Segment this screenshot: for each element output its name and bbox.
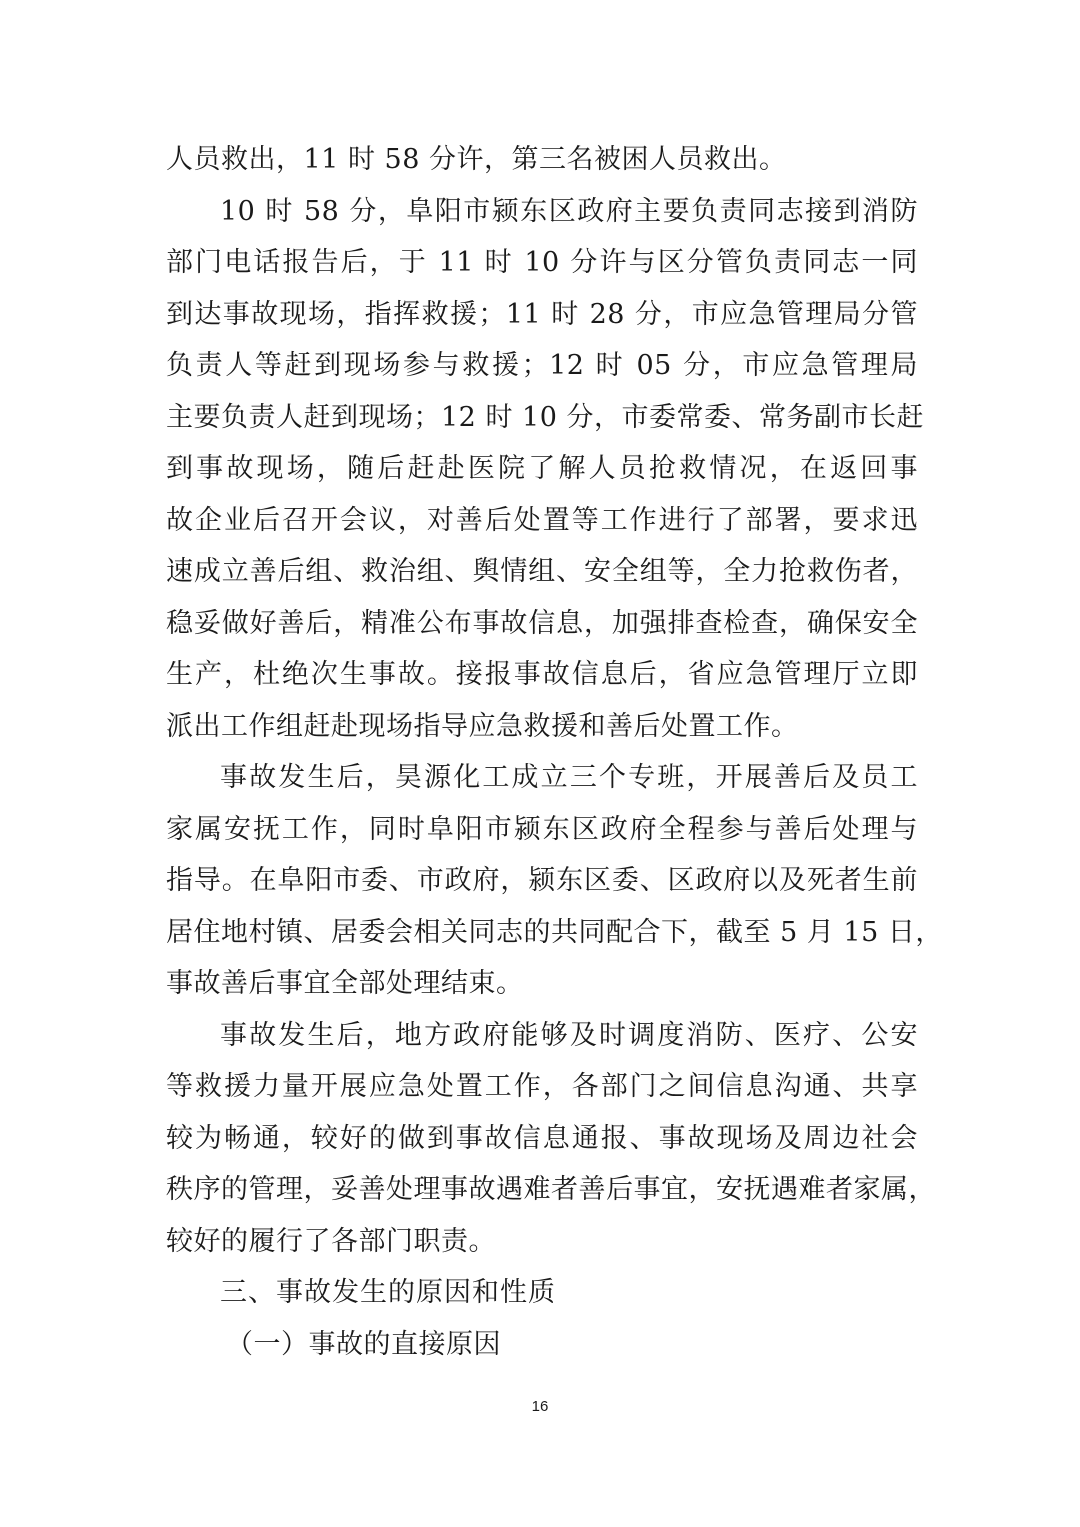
text-line: 10 时 58 分，阜阳市颍东区政府主要负责同志接到消防: [220, 195, 918, 227]
text-line: 主要负责人赶到现场；12 时 10 分，市委常委、常务副市长赶: [166, 401, 924, 433]
text-line: 生产，杜绝次生事故。接报事故信息后，省应急管理厅立即: [166, 659, 918, 690]
page-number: 16: [531, 1398, 549, 1415]
document-body: [166, 134, 943, 1370]
text-line: 等救援力量开展应急处置工作，各部门之间信息沟通、共享: [166, 1071, 918, 1102]
text-line: 到达事故现场，指挥救援；11 时 28 分，市应急管理局分管: [166, 298, 918, 330]
text-line: 到事故现场，随后赶赴医院了解人员抢救情况，在返回事: [166, 453, 918, 484]
text-line: 负责人等赶到现场参与救援；12 时 05 分，市应急管理局: [166, 350, 918, 381]
text-line: 居住地村镇、居委会相关同志的共同配合下，截至 5 月 15 日，: [166, 916, 943, 948]
text-line: 事故发生后，昊源化工成立三个专班，开展善后及员工: [220, 762, 918, 793]
text-line: 派出工作组赶赴现场指导应急救援和善后处置工作。: [166, 710, 799, 742]
text-line: 家属安抚工作，同时阜阳市颍东区政府全程参与善后处理与: [166, 813, 918, 845]
subsection-heading: （一）事故的直接原因: [226, 1328, 501, 1360]
text-line: 部门电话报告后，于 11 时 10 分许与区分管负责同志一同: [166, 247, 918, 278]
text-line: 较好的履行了各部门职责。: [166, 1225, 496, 1257]
text-line: 稳妥做好善后，精准公布事故信息，加强排查检查，确保安全: [166, 607, 918, 639]
text-line: 事故发生后，地方政府能够及时调度消防、医疗、公安: [220, 1019, 918, 1051]
text-line: 人员救出，11 时 58 分许，第三名被困人员救出。: [166, 144, 787, 175]
text-line: 故企业后召开会议，对善后处置等工作进行了部署，要求迅: [166, 504, 918, 536]
text-line: 速成立善后组、救治组、舆情组、安全组等，全力抢救伤者，: [166, 556, 918, 587]
text-line: 指导。在阜阳市委、市政府，颍东区委、区政府以及死者生前: [166, 865, 918, 896]
text-line: 事故善后事宜全部处理结束。: [166, 968, 524, 999]
section-heading: 三、事故发生的原因和性质: [220, 1277, 556, 1308]
text-line: 较为畅通，较好的做到事故信息通报、事故现场及周边社会: [166, 1122, 918, 1154]
text-line: 秩序的管理，妥善处理事故遇难者善后事宜，安抚遇难者家属，: [166, 1174, 936, 1205]
